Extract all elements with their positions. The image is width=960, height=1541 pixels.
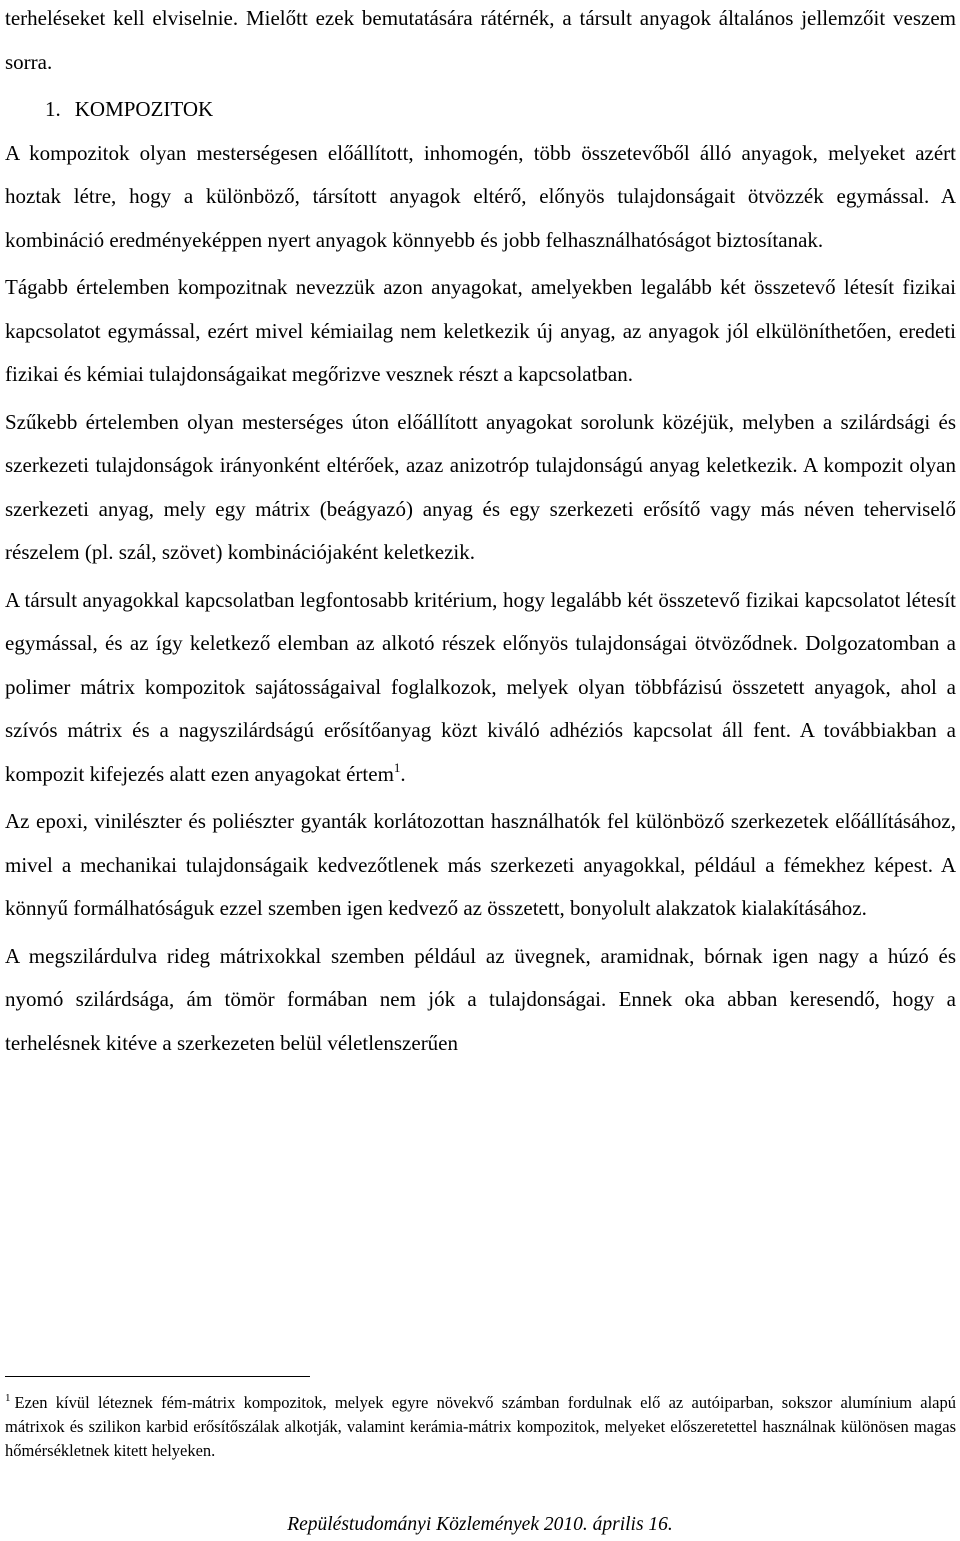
section-number: 1. <box>45 97 61 121</box>
footnote-mark: 1 <box>5 1392 11 1404</box>
section-heading <box>5 88 956 132</box>
paragraph-definition: A kompozitok olyan mesterségesen előállított, inhomogén, több összetevőből álló anyagok, melyeket azért hoztak létre, hogy a különböző, társított anyagok eltérő, előnyös tulajdonságait ötvözzék egymással. A kombináció eredményeképpen nyert anyagok könnyebb és jobb felhasználhatóságot biztosítanak. <box>5 140 956 252</box>
page-footer: Repüléstudományi Közlemények 2010. április 16. <box>287 1514 673 1535</box>
paragraph-reinforcement: A megszilárdulva rideg mátrixokkal szemben például az üvegnek, aramidnak, bórnak igen nagy a húzó és nyomó szilárdsága, ám tömör formában nem jók a tulajdonságai. Ennek oka abban keresendő, hogy a terhelésnek kitéve a szerkezeten belül véletlenszerűen <box>5 943 956 1055</box>
paragraph-criteria <box>5 579 956 797</box>
document-page <box>5 0 956 1065</box>
footnote-reference[interactable]: 1 <box>393 759 401 775</box>
footnote-text: Ezen kívül léteznek fém-mátrix kompozitok, melyek egyre növekvő számban fordulnak elő az autóiparban, sokszor alumínium alapú mátrixok és szilikon karbid erősítőszálak alkotják, valamint kerámia-mátrix kompozitok, melyeket előszeretettel használnak különösen magas hőmérsékletnek kitett helyeken. <box>5 1393 956 1460</box>
paragraph-criteria-end: . <box>400 761 406 786</box>
section-title: KOMPOZITOK <box>74 97 214 121</box>
footnote-divider <box>5 1376 310 1377</box>
footnote <box>5 1391 956 1463</box>
intro-paragraph: terheléseket kell elviselnie. Mielőtt ezek bemutatására rátérnék, a társult anyagok általános jellemzőit veszem sorra. <box>5 6 956 74</box>
paragraph-criteria-text: A társult anyagokkal kapcsolatban legfontosabb kritérium, hogy legalább két összetevő fizikai kapcsolatot létesít egymással, és az így keletkező elemban az alkotó részek előnyös tulajdonságai ötvöződnek. Dolgozatomban a polimer mátrix kompozitok sajátosságaival foglalkozok, melyek olyan többfázisú összetett anyagok, ahol a szívós mátrix és a nagyszilárdságú erősítőanyag közt kiváló adhéziós kapcsolat áll fent. A továbbiakban a kompozit kifejezés alatt ezen anyagokat értem <box>5 587 956 786</box>
paragraph-resins: Az epoxi, vinilészter és poliészter gyanták korlátozottan használhatók fel különböző szerkezetek előállításához, mivel a mechanikai tulajdonságaik kedvezőtlenek más szerkezeti anyagokkal, például a fémekhez képest. A könnyű formálhatóságuk ezzel szemben igen kedvező az összetett, bonyolult alakzatok kialakításához. <box>5 809 956 920</box>
paragraph-narrow-sense: Szűkebb értelemben olyan mesterséges úton előállított anyagokat sorolunk közéjük, melyben a szilárdsági és szerkezeti tulajdonságok irányonként eltérőek, azaz anizotróp tulajdonságú anyag keletkezik. A kompozit olyan szerkezeti anyag, mely egy mátrix (beágyazó) anyag és egy szerkezeti erősítő vagy más néven teherviselő részelem (pl. szál, szövet) kombinációjaként keletkezik. <box>5 409 956 564</box>
paragraph-broad-sense: Tágabb értelemben kompozitnak nevezzük azon anyagokat, amelyekben legalább két összetevő létesít fizikai kapcsolatot egymással, ezért mivel kémiailag nem keletkezik új anyag, az anyagok jól elkülöníthetően, eredeti fizikai és kémiai tulajdonságaikat megőrizve vesznek részt a kapcsolatban. <box>5 275 956 386</box>
